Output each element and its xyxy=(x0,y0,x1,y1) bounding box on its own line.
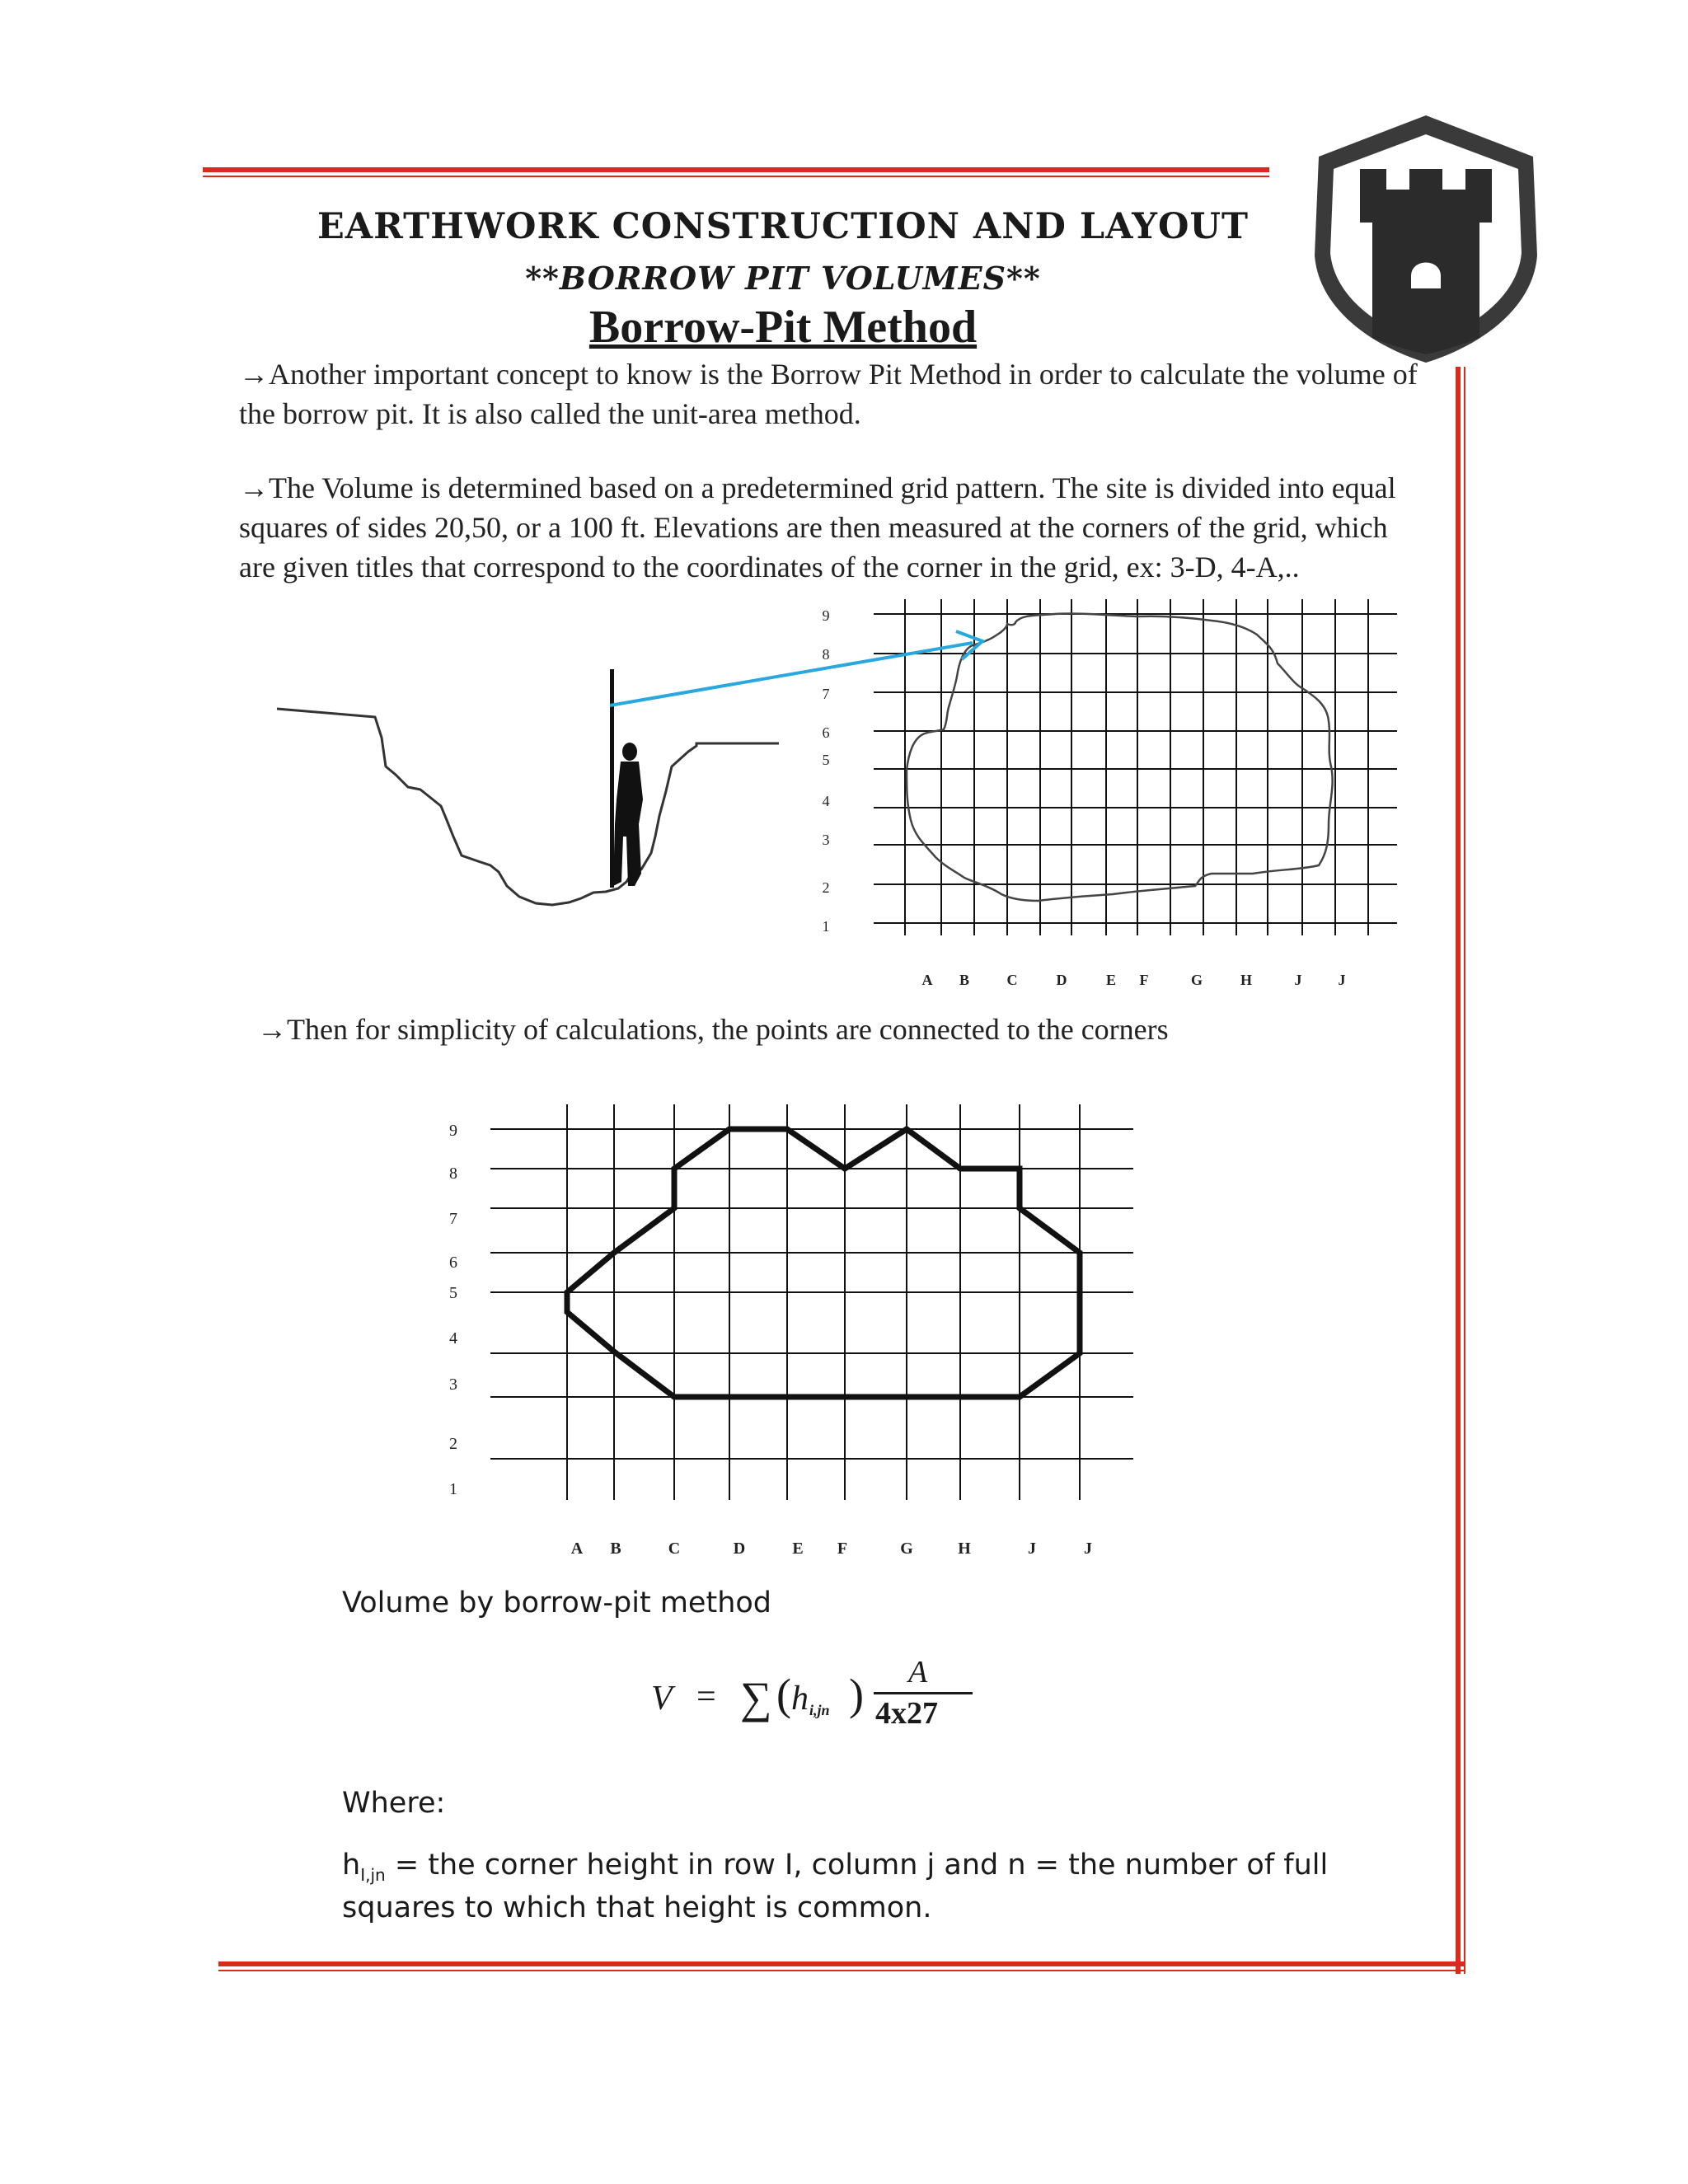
site-grid-column-labels xyxy=(922,972,1346,988)
formula-denominator: 4x27 xyxy=(875,1696,938,1731)
rod-to-grid-arrow xyxy=(602,626,997,717)
grid-column-label: J xyxy=(1028,1540,1036,1558)
grid-row-label: 2 xyxy=(822,879,830,896)
grid-column-label: G xyxy=(1190,972,1203,988)
formula-open-paren: ( xyxy=(776,1670,791,1719)
grid-column-label: F xyxy=(1139,972,1149,988)
simplified-grid-column-labels xyxy=(571,1540,1092,1558)
right-red-rule-thin xyxy=(1464,367,1465,1974)
grid-column-label: J xyxy=(1338,972,1346,988)
grid-row-label: 8 xyxy=(822,646,830,663)
grid-row-label: 9 xyxy=(822,607,830,624)
grid-row-label: 7 xyxy=(449,1210,457,1228)
document-subtitle: **BORROW PIT VOLUMES** xyxy=(525,260,1041,297)
document-title: EARTHWORK CONSTRUCTION AND LAYOUT xyxy=(317,206,1249,247)
grid-paragraph-lines xyxy=(239,468,1418,587)
grid-column-label: B xyxy=(610,1540,621,1558)
grid-column-label: J xyxy=(1084,1540,1092,1558)
where-label: Where: xyxy=(342,1787,446,1820)
grid-column-label: H xyxy=(958,1540,971,1558)
grid-row-label: 5 xyxy=(822,752,830,768)
grid-column-label: G xyxy=(900,1540,913,1558)
simplified-grid-lines xyxy=(490,1104,1133,1500)
bottom-red-rule-thin xyxy=(218,1970,1465,1971)
grid-row-label: 7 xyxy=(822,686,830,702)
grid-row-label: 9 xyxy=(449,1122,457,1140)
grid-row-label: 1 xyxy=(822,918,830,935)
top-red-rule-thin xyxy=(203,176,1269,177)
definition-symbol: h xyxy=(342,1849,361,1882)
grid-row-label: 6 xyxy=(449,1254,457,1272)
grid-row-label: 6 xyxy=(822,724,830,741)
grid-column-label: D xyxy=(1056,972,1067,988)
pit-profile-left xyxy=(277,709,631,905)
intro-text: →Another important concept to know is the Borrow Pit Method in order to calculate the volume of the borrow pit. It is also called the unit-area method. xyxy=(239,358,1418,430)
grid-row-label: 4 xyxy=(822,793,830,809)
formula-lhs: V xyxy=(651,1680,673,1718)
grid-column-label: C xyxy=(668,1540,681,1558)
surveyor-silhouette xyxy=(613,743,643,886)
grid-text-render: →The Volume is determined based on a predetermined grid pattern. The site is divided into equal squares of sides 20,50, or a 100 ft. Elevations are then measured at the corners of the grid, which are given titles that correspond to the coordinates of the corner in the grid, ex: 3-D, 4-A,.. xyxy=(239,471,1396,583)
grid-row-label: 1 xyxy=(449,1480,457,1498)
grid-row-label: 8 xyxy=(449,1165,457,1183)
grid-column-label: D xyxy=(733,1540,746,1558)
bottom-red-rule xyxy=(218,1961,1465,1966)
corners-paragraph xyxy=(257,1010,1436,1049)
pit-profile-right xyxy=(631,743,779,875)
grid-row-label: 3 xyxy=(449,1376,457,1394)
formula-subscript: i,jn xyxy=(809,1702,830,1718)
section-title: Borrow-Pit Method xyxy=(588,302,978,353)
definition-subscript: I,jn xyxy=(360,1865,386,1885)
grid-column-label: J xyxy=(1294,972,1302,988)
grid-row-label: 5 xyxy=(449,1284,457,1302)
formula-block xyxy=(651,1655,997,1751)
formula-heading: Volume by borrow-pit method xyxy=(342,1586,772,1619)
intro-paragraph xyxy=(239,354,1418,434)
formula-sum-symbol: ∑ xyxy=(740,1673,772,1722)
definition-text: = the corner height in row I, column j and n = the number of full squares to which that height is common. xyxy=(342,1849,1329,1924)
right-red-rule xyxy=(1456,367,1461,1974)
grid-column-label: H xyxy=(1240,972,1253,988)
formula-fraction-bar xyxy=(874,1692,973,1694)
grid-column-label: E xyxy=(792,1540,804,1558)
formula-close-paren: ) xyxy=(849,1670,864,1719)
grid-column-label: A xyxy=(570,1540,584,1558)
grid-row-label: 2 xyxy=(449,1435,457,1453)
grid-row-label: 4 xyxy=(449,1329,457,1347)
formula-numerator: A xyxy=(908,1655,928,1690)
formula-term: h xyxy=(791,1680,809,1718)
grid-row-label: 3 xyxy=(822,832,830,848)
formula-equals: = xyxy=(696,1678,716,1716)
grid-column-label: A xyxy=(921,972,933,988)
simplified-grid-figure xyxy=(433,1096,1150,1566)
grid-column-label: C xyxy=(1006,972,1018,988)
corners-text: →Then for simplicity of calculations, the points are connected to the corners xyxy=(257,1013,1169,1046)
top-red-rule xyxy=(203,167,1269,172)
simplified-grid-row-labels xyxy=(449,1122,457,1498)
where-definition xyxy=(342,1849,1381,1924)
grid-column-label: B xyxy=(959,972,970,988)
grid-column-label: E xyxy=(1105,972,1117,988)
grid-column-label: F xyxy=(837,1540,848,1558)
